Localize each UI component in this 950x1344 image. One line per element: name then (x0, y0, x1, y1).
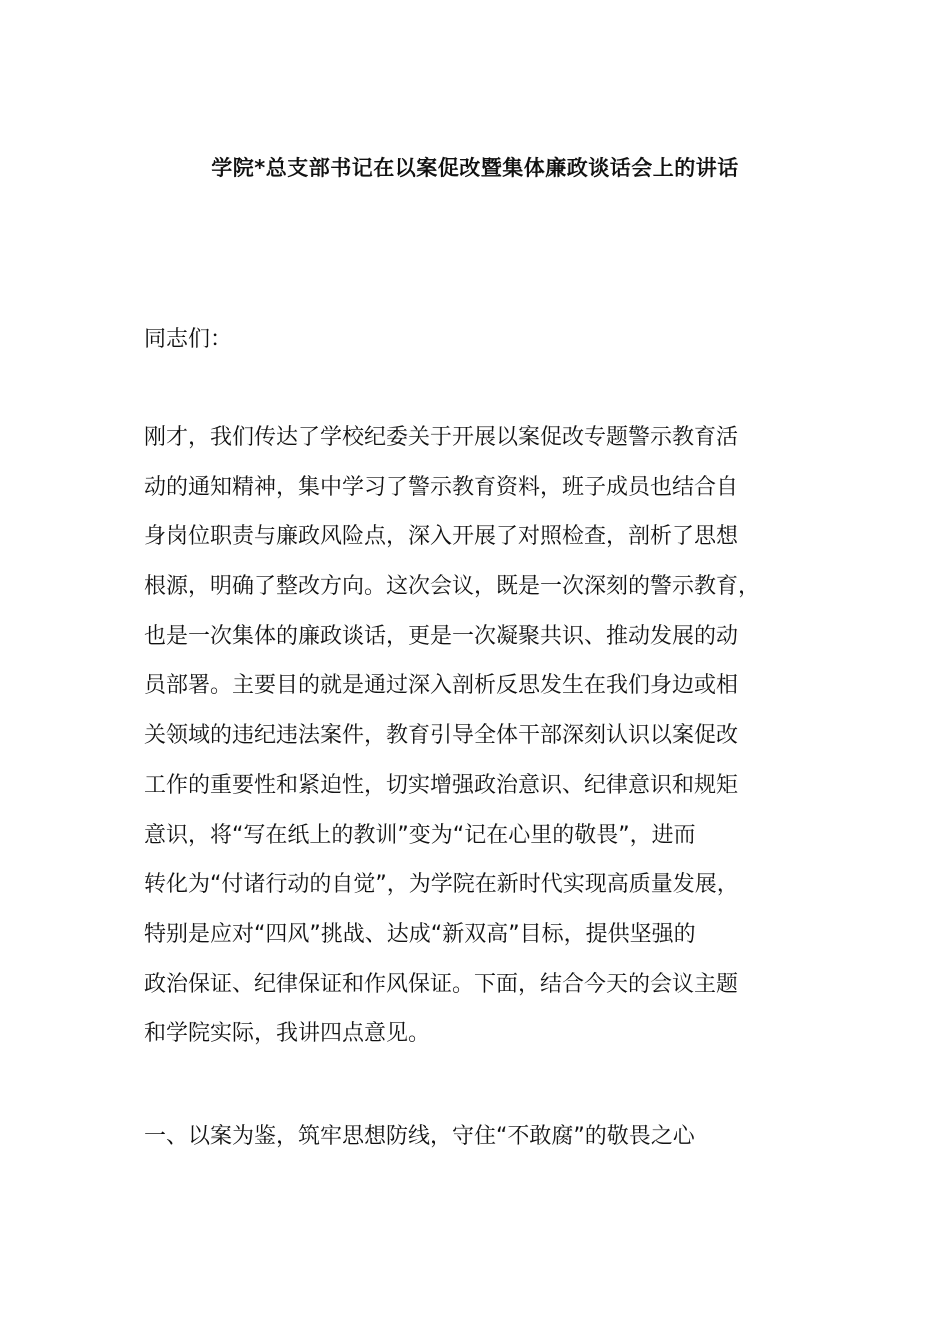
paragraph-line: 政治保证、纪律保证和作风保证。下面，结合今天的会议主题 (144, 971, 739, 997)
body-paragraph (144, 420, 844, 1066)
paragraph-line: 根源，明确了整改方向。这次会议，既是一次深刻的警示教育， (144, 574, 761, 600)
paragraph-line: 也是一次集体的廉政谈话，更是一次凝聚共识、推动发展的动 (144, 623, 739, 649)
section-heading: 一、以案为鉴，筑牢思想防线，守住“不敢腐”的敬畏之心 (144, 1124, 695, 1149)
document-title: 学院*总支部书记在以案促改暨集体廉政谈话会上的讲话 (211, 156, 739, 180)
paragraph-line: 工作的重要性和紧迫性，切实增强政治意识、纪律意识和规矩 (144, 772, 739, 798)
salutation: 同志们： (144, 327, 233, 352)
paragraph-line: 关领域的违纪违法案件，教育引导全体干部深刻认识以案促改 (144, 723, 739, 749)
paragraph-line: 意识，将“写在纸上的教训”变为“记在心里的敬畏”，进而 (144, 822, 696, 848)
paragraph-line: 特别是应对“四风”挑战、达成“新双高”目标，提供坚强的 (144, 921, 696, 947)
paragraph-line: 身岗位职责与廉政风险点，深入开展了对照检查，剖析了思想 (144, 524, 739, 550)
paragraph-line: 员部署。主要目的就是通过深入剖析反思发生在我们身边或相 (144, 673, 739, 699)
paragraph-line: 刚才，我们传达了学校纪委关于开展以案促改专题警示教育活 (144, 425, 739, 450)
paragraph-line: 转化为“付诸行动的自觉”，为学院在新时代实现高质量发展， (144, 872, 739, 898)
paragraph-line: 和学院实际，我讲四点意见。 (144, 1021, 431, 1047)
paragraph-line: 动的通知精神，集中学习了警示教育资料，班子成员也结合自 (144, 474, 739, 500)
